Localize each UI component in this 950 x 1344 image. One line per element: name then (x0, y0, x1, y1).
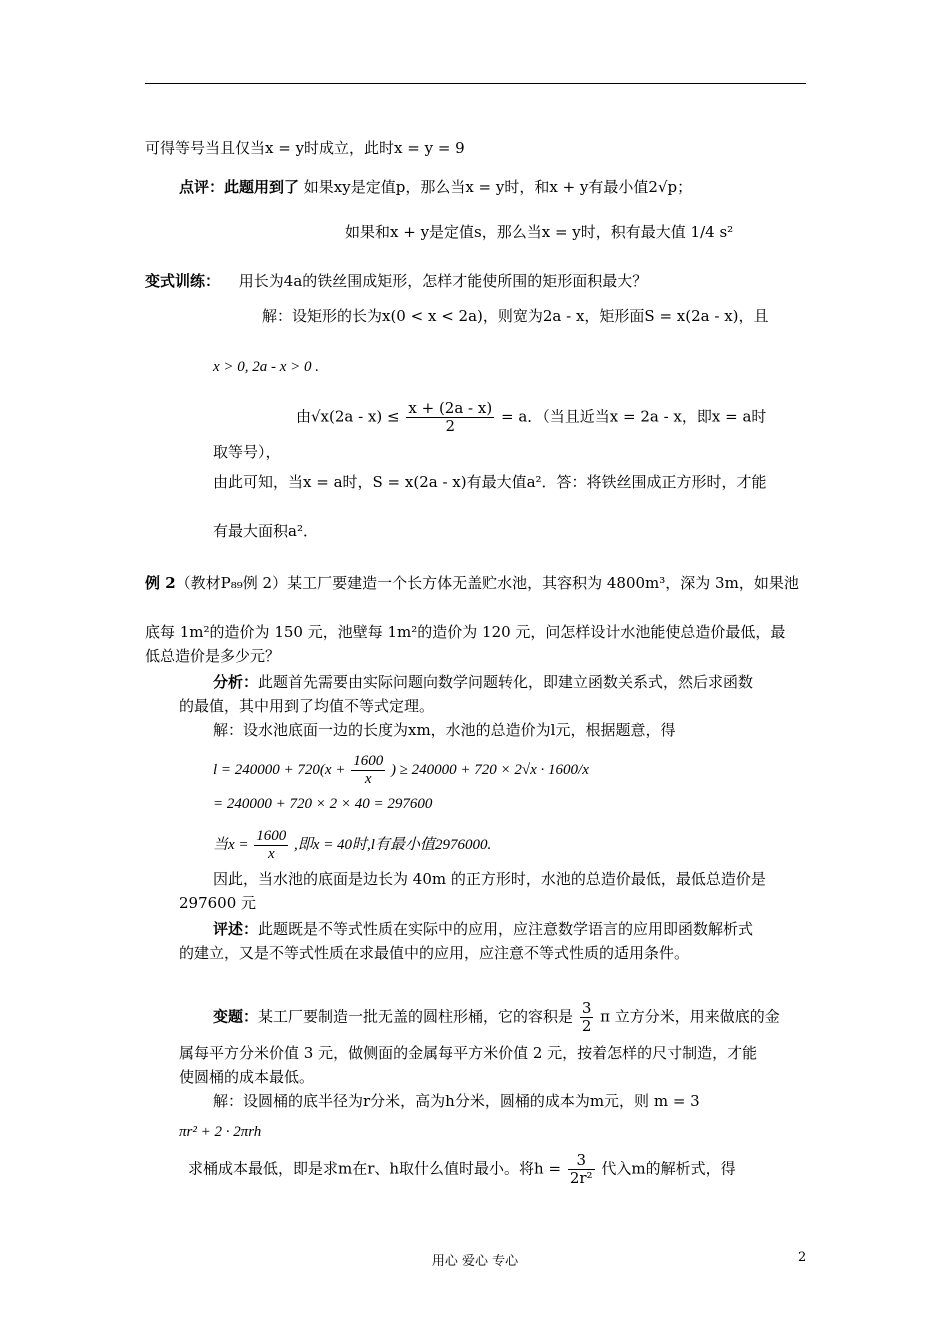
remark-label: 点评：此题用到了 (179, 178, 300, 196)
text-line (179, 177, 692, 197)
math-line (213, 753, 589, 788)
math-part: 当x = (213, 836, 249, 853)
page-footer: 用心 爱心 专心 (431, 1254, 519, 1269)
text-part: 求桶成本最低，即是求m在r、h取什么值时最小。将h = (188, 1159, 562, 1178)
text-line: 因此，当水池的底面是边长为 40m 的正方形时，水池的总造价最低，最低总造价是 (213, 870, 766, 888)
variant-training-label: 变式训练： (145, 272, 221, 290)
text-line: 由此可知，当x = a时，S = x(2a - x)有最大值a²．答：将铁丝围成正方形时，才能 (213, 473, 767, 491)
example-label: 例 2 (145, 574, 176, 592)
text-line (188, 1152, 736, 1187)
math-part: ) ≥ 240000 + 720 × 2√x · 1600/x (390, 761, 589, 778)
review-text: 此题既是不等式性质在实际中的应用，应注意数学语言的应用即函数解析式 (258, 920, 754, 938)
text-line: 297600 元 (179, 894, 257, 912)
fraction-numerator: 1600 (353, 753, 384, 769)
fraction-numerator: 1600 (256, 828, 287, 844)
text-line: 底每 1m²的造价为 150 元，池壁每 1m²的造价为 120 元，问怎样设计水池能使总造价最低，最 (145, 623, 786, 641)
fraction-denominator: x (364, 771, 372, 787)
text-line: 如果和x + y是定值s，那么当x = y时，积有最大值 1/4 s² (345, 223, 734, 241)
text-line: 的建立，又是不等式性质在求最值中的应用，应注意不等式性质的适用条件。 (179, 944, 690, 962)
fraction (406, 400, 494, 435)
text-part: 某工厂要制造一批无盖的圆柱形桶，它的容积是 (258, 1007, 574, 1026)
fraction-numerator: 3 (581, 999, 592, 1017)
page-number: 2 (798, 1250, 807, 1265)
text-line: 属每平方分米价值 3 元，做侧面的金属每平方米价值 2 元，按着怎样的尺寸制造，才能 (179, 1044, 758, 1062)
text-line: 解：设圆桶的底半径为r分米，高为h分米，圆桶的成本为m元，则 m = 3 (213, 1092, 700, 1110)
analysis-label: 分析： (213, 673, 259, 691)
math-part: = a．（当且近当x = 2a - x，即x = a时 (501, 407, 767, 426)
text-line: 有最大面积a²． (213, 522, 318, 540)
text-line: 低总造价是多少元？ (145, 647, 281, 665)
math-line: x > 0, 2a - x > 0 . (213, 359, 320, 375)
text-line: 取等号）， (213, 443, 281, 461)
fraction (568, 1152, 595, 1187)
variant-problem-label: 变题： (213, 1007, 259, 1026)
text-line: 解：设水池底面一边的长度为xm，水池的总造价为l元，根据题意，得 (213, 721, 676, 739)
text-line (145, 271, 647, 291)
fraction-numerator: x + (2a - x) (408, 399, 493, 417)
fraction-denominator: 2 (581, 1017, 592, 1035)
text-line (213, 1000, 780, 1035)
review-label: 评述： (213, 920, 259, 938)
text-line (213, 672, 753, 692)
fraction (580, 1000, 594, 1035)
text-line: 可得等号当且仅当x = y时成立，此时x = y = 9 (145, 139, 465, 157)
text-line: 使圆桶的成本最低。 (179, 1068, 315, 1086)
text-line (145, 573, 799, 593)
text-part: π 立方分米，用来做底的金 (600, 1007, 780, 1026)
math-line: = 240000 + 720 × 2 × 40 = 297600 (213, 796, 433, 812)
fraction-denominator: x (267, 846, 275, 862)
fraction-denominator: 2r² (569, 1169, 593, 1187)
analysis-text: 此题首先需要由实际问题向数学问题转化，即建立函数关系式，然后求函数 (258, 673, 754, 691)
math-part: 由√x(2a - x) ≤ (296, 407, 400, 426)
header-rule (145, 83, 806, 84)
text-line: 解：设矩形的长为x(0 < x < 2a)，则宽为2a - x，矩形面S = x(2a - x)，且 (262, 307, 769, 325)
fraction (254, 828, 288, 863)
math-line (213, 828, 491, 863)
math-line (296, 400, 766, 435)
math-line: πr² + 2 · 2πrh (179, 1124, 262, 1140)
fraction-denominator: 2 (445, 417, 456, 435)
variant-question: 用长为4a的铁丝围成矩形，怎样才能使所围的矩形面积最大？ (238, 272, 648, 290)
fraction-numerator: 3 (568, 1152, 595, 1170)
fraction (351, 753, 385, 788)
text-line: 的最值，其中用到了均值不等式定理。 (179, 697, 435, 715)
math-part: ,即x = 40时,l有最小值2976000. (294, 836, 492, 853)
example-text: （教材P₈₉例 2）某工厂要建造一个长方体无盖贮水池，其容积为 4800m³，深为 3m，如果池 (175, 574, 799, 592)
text-line (213, 919, 753, 939)
remark-text: 如果xy是定值p，那么当x = y时，和x + y有最小值2√p； (303, 178, 693, 196)
text-part: 代入m的解析式，得 (601, 1159, 736, 1178)
math-part: l = 240000 + 720(x + (213, 761, 346, 778)
